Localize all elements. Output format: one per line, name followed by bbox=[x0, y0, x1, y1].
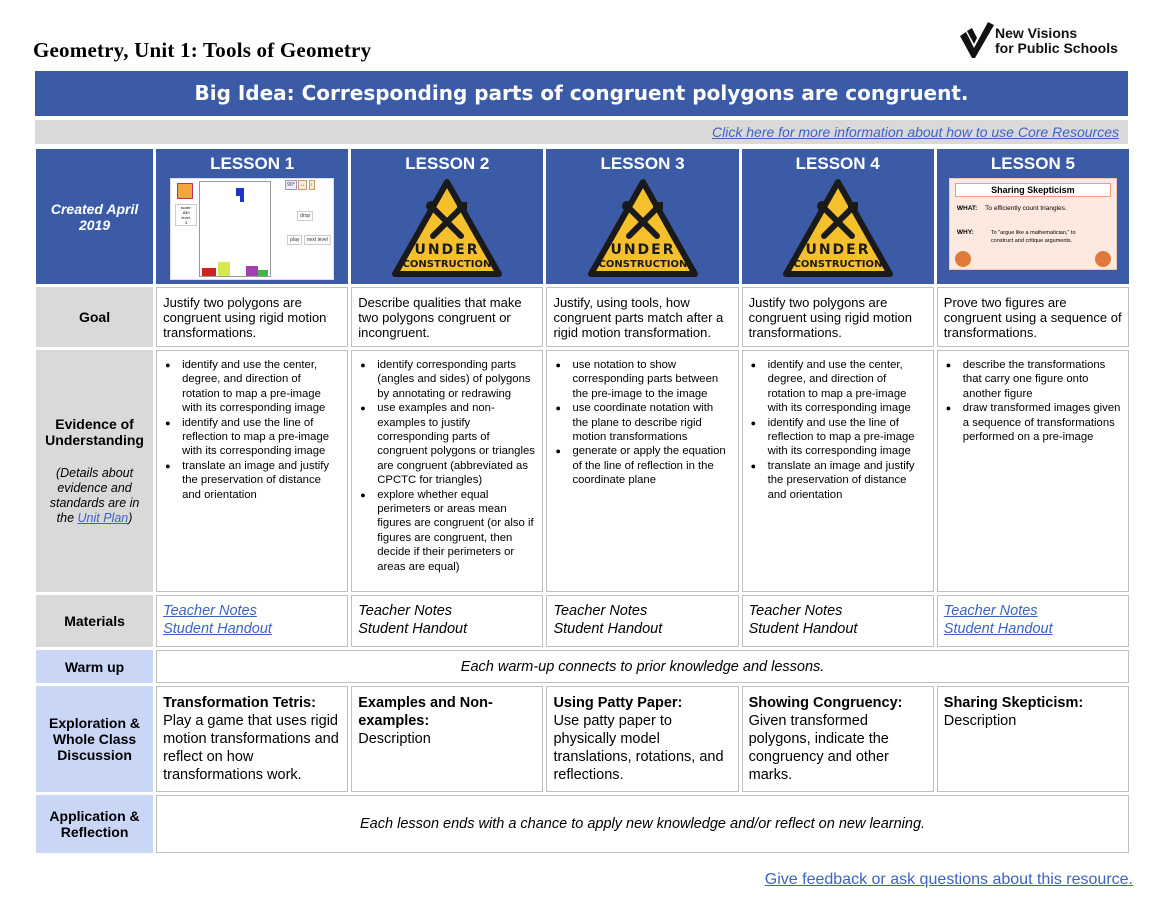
person-icon bbox=[955, 251, 971, 267]
goal-cell: Justify two polygons are congruent using rigid motion transformations. bbox=[742, 287, 934, 347]
sharing-skepticism-thumbnail[interactable]: Sharing Skepticism WHAT: To efficiently count triangles. WHY: To "argue like a mathematician," to construct and critique arguments. bbox=[949, 178, 1117, 270]
row-header-goal: Goal bbox=[36, 287, 153, 347]
lesson-label: LESSON 3 bbox=[600, 154, 685, 173]
exploration-cell: Examples and Non-examples: Description bbox=[351, 686, 543, 792]
exploration-cell: Showing Congruency: Given transformed polygons, indicate the congruency and other marks. bbox=[742, 686, 934, 792]
list-item: ● identify and use the center, degree, and direction of rotation to map a pre-image with its corresponding image bbox=[749, 358, 927, 416]
student-handout-link[interactable]: Student Handout bbox=[163, 621, 272, 637]
row-header-application: Application & Reflection bbox=[36, 795, 153, 853]
row-header-materials: Materials bbox=[36, 595, 153, 647]
materials-cell: Teacher Notes Student Handout bbox=[546, 595, 738, 647]
evidence-cell bbox=[351, 350, 543, 592]
lesson-header-3 bbox=[546, 149, 738, 284]
list-item: ● translate an image and justify the preservation of distance and orientation bbox=[749, 459, 927, 502]
application-cell: Each lesson ends with a chance to apply new knowledge and/or reflect on new learning. bbox=[156, 795, 1129, 853]
goal-cell: Prove two figures are congruent using a sequence of transformations. bbox=[937, 287, 1129, 347]
list-item: ● describe the transformations that carry one figure onto another figure bbox=[944, 358, 1122, 401]
list-item: ● generate or apply the equation of the line of reflection in the coordinate plane bbox=[553, 444, 731, 487]
person-icon bbox=[1095, 251, 1111, 267]
lesson-header-1 bbox=[156, 149, 348, 284]
list-item: ● identify and use the line of reflection to map a pre-image with its corresponding image bbox=[749, 416, 927, 459]
play-button[interactable]: play bbox=[287, 235, 302, 245]
lesson-label: LESSON 5 bbox=[990, 154, 1075, 173]
evidence-cell bbox=[546, 350, 738, 592]
flip-v-button[interactable]: ↕ bbox=[310, 182, 314, 188]
lesson-label: LESSON 1 bbox=[210, 154, 295, 173]
list-item: ● explore whether equal perimeters or areas mean figures are congruent (or also if figures are congruent, then decide if their perimeters or areas are equal) bbox=[358, 488, 536, 574]
thumb-title: Sharing Skepticism bbox=[955, 183, 1111, 197]
list-item: ● use examples and non-examples to justify corresponding parts of congruent polygons or triangles are congruent (abbreviated as CPCTC for triangles) bbox=[358, 401, 536, 487]
lesson-header-2 bbox=[351, 149, 543, 284]
svg-text:UNDER: UNDER bbox=[414, 242, 480, 258]
svg-text:CONSTRUCTION: CONSTRUCTION bbox=[402, 259, 492, 270]
materials-cell bbox=[156, 595, 348, 647]
tetris-score-box: score: 830 level: 3 bbox=[175, 204, 197, 226]
svg-text:CONSTRUCTION: CONSTRUCTION bbox=[598, 259, 687, 270]
logo bbox=[960, 22, 1130, 60]
row-header-warmup: Warm up bbox=[36, 650, 153, 683]
feedback-link[interactable]: Give feedback or ask questions about this resource. bbox=[764, 871, 1133, 888]
page-title: Geometry, Unit 1: Tools of Geometry bbox=[33, 38, 372, 62]
svg-text:CONSTRUCTION: CONSTRUCTION bbox=[793, 259, 883, 270]
under-construction-icon bbox=[587, 178, 699, 278]
materials-cell bbox=[937, 595, 1129, 647]
list-item: ● identify corresponding parts (angles and sides) of polygons by annotating or redrawing bbox=[358, 358, 536, 401]
lesson-table bbox=[33, 146, 1132, 856]
materials-cell: Teacher Notes Student Handout bbox=[742, 595, 934, 647]
student-handout-link[interactable]: Student Handout bbox=[943, 621, 1053, 637]
list-item: ● translate an image and justify the preservation of distance and orientation bbox=[163, 459, 341, 502]
list-item: ● use notation to show corresponding parts between the pre-image to the image bbox=[553, 358, 731, 401]
goal-cell: Describe qualities that make two polygons congruent or incongruent. bbox=[351, 287, 543, 347]
row-header-evidence: Evidence of Understanding (Details about evidence and standards are in the Unit Plan) bbox=[36, 350, 153, 592]
materials-cell: Teacher Notes Student Handout bbox=[351, 595, 543, 647]
logo-line-2: for Public Schools bbox=[995, 40, 1118, 56]
goal-cell: Justify, using tools, how congruent parts match after a rigid motion transformation. bbox=[546, 287, 738, 347]
under-construction-icon bbox=[782, 178, 894, 278]
evidence-note: (Details about evidence and standards are in the Unit Plan) bbox=[49, 466, 140, 525]
svg-text:UNDER: UNDER bbox=[805, 242, 871, 258]
evidence-cell bbox=[937, 350, 1129, 592]
unit-plan-link[interactable]: Unit Plan bbox=[77, 511, 129, 525]
exploration-cell: Transformation Tetris: Play a game that uses rigid motion transformations and reflect on how transformations work. bbox=[156, 686, 348, 792]
under-construction-icon bbox=[391, 178, 503, 278]
evidence-cell bbox=[156, 350, 348, 592]
svg-text:UNDER: UNDER bbox=[609, 242, 676, 258]
list-item: ● identify and use the center, degree, and direction of rotation to map a pre-image with its corresponding image bbox=[163, 358, 341, 416]
evidence-cell bbox=[742, 350, 934, 592]
tetris-thumbnail[interactable] bbox=[170, 178, 334, 280]
core-resources-bar bbox=[35, 120, 1128, 144]
created-date: Created April 2019 bbox=[36, 149, 153, 284]
tetris-preview-block bbox=[177, 183, 193, 199]
warmup-cell: Each warm-up connects to prior knowledge and lessons. bbox=[156, 650, 1129, 683]
lesson-label: LESSON 4 bbox=[795, 154, 880, 173]
goal-cell: Justify two polygons are congruent using rigid motion transformations. bbox=[156, 287, 348, 347]
logo-line-1: New Visions bbox=[995, 25, 1078, 41]
list-item: ● identify and use the line of reflection to map a pre-image with its corresponding image bbox=[163, 416, 341, 459]
tetris-board bbox=[199, 181, 271, 277]
drop-button[interactable]: drop bbox=[297, 211, 313, 221]
big-idea-banner: Big Idea: Corresponding parts of congruent polygons are congruent. bbox=[35, 71, 1128, 116]
list-item: ● draw transformed images given a sequence of transformations performed on a pre-image bbox=[944, 401, 1122, 444]
next-level-button[interactable]: next level bbox=[304, 235, 331, 245]
lesson-header-4 bbox=[742, 149, 934, 284]
core-resources-link[interactable]: Click here for more information about how to use Core Resources bbox=[712, 124, 1119, 140]
exploration-cell: Using Patty Paper: Use patty paper to physically model translations, rotations, and reflections. bbox=[546, 686, 738, 792]
lesson-header-5 bbox=[937, 149, 1129, 284]
row-header-exploration: Exploration & Whole Class Discussion bbox=[36, 686, 153, 792]
teacher-notes-link[interactable]: Teacher Notes bbox=[943, 603, 1038, 619]
exploration-cell: Sharing Skepticism: Description bbox=[937, 686, 1129, 792]
rotate-button[interactable]: 90° bbox=[287, 182, 295, 188]
lesson-label: LESSON 2 bbox=[405, 154, 490, 173]
logo-checkmark-icon bbox=[960, 22, 994, 58]
teacher-notes-link[interactable]: Teacher Notes bbox=[163, 603, 257, 619]
flip-h-button[interactable]: ↔ bbox=[300, 182, 306, 188]
list-item: ● use coordinate notation with the plane to describe rigid motion transformations bbox=[553, 401, 731, 444]
